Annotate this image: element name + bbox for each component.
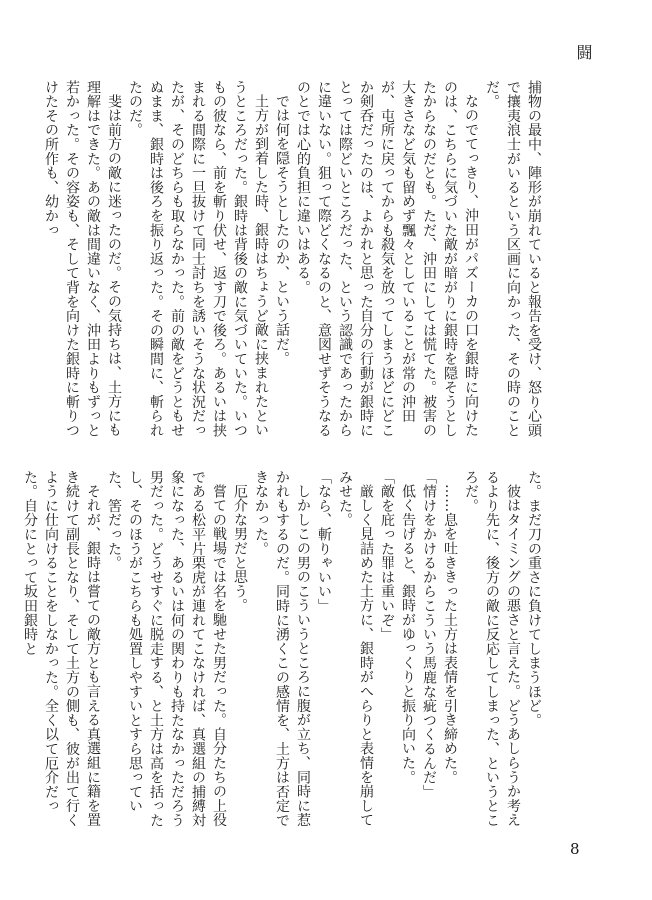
paragraph: 彼はタイミングの悪さと言えた。どうあしらうか考えるより先に、後方の敵に反応してしまった、というところだ。 bbox=[463, 470, 521, 828]
text-block-bottom bbox=[22, 470, 544, 840]
paragraph: なのでてっきり、沖田がパズーカの口を銀時に向けたのは、こちらに気づいた敵が暗がりに銀時を隠そうとしたからなのだとも。ただ、沖田にしては慌てた。被害の大きさなど気も留めず飄々としていることが常の沖田が、屯所に戻ってからも殺気を放ってしまうほどにどこか剣呑だったのは、よかれと思った自分の行動が銀時にとっては際どいところだった、という認識であったからに違いない。狙って際どくなるのと、意図せずそうなるのとでは心的負担に違いはある。 bbox=[295, 80, 479, 438]
paragraph: 捕物の最中、陣形が崩れていると報告を受け、怒り心頭で攘夷浪士がいるという区画に向かった、その時のことだ。 bbox=[484, 80, 542, 438]
paragraph: 土方が到着した時、銀時はちょうど敵に挟まれたというところだった。銀時は背後の敵に気づいていた。いつもの彼なら、前を斬り伏せ、返す刀で後ろ。あるいは挟まれる間際に一旦抜けて同士討ちを誘いそうな状況だったが、そのどちらも取らなかった。前の敵をどうともせぬまま、銀時は後ろを振り返った。その瞬間に、斬られたのだ。 bbox=[127, 80, 269, 438]
dialogue-line: 「敵を庇った罪は重いぞ」 bbox=[379, 470, 395, 642]
paragraph: では何を隠そうとしたのか、という話だ。 bbox=[274, 94, 290, 366]
text-block-top bbox=[43, 80, 544, 450]
paragraph: 低く告げると、銀時がゆっくりと振り向いた。 bbox=[400, 484, 416, 785]
paragraph: 厳しく見詰めた土方に、銀時がへらりと表情を崩してみせた。 bbox=[337, 470, 374, 828]
paragraph: 厄介な男だと思う。 bbox=[232, 484, 248, 613]
paragraph: 斐は前方の敵に迷ったのだ。その気持ちは、土方にも理解はできた。あの敵は間違いなく、沖田よりもずっと若かった。その容姿も、そして背を向けた銀時に斬りつけたその所作も、幼かっ bbox=[43, 80, 122, 438]
paragraph: それが、銀時は嘗ての敵方とも言える真選組に籍を置き続けて副長となり、そして土方の側も、彼が出て行くように仕向けることをしなかった。全く以て厄介だった。自分にとって坂田銀時と bbox=[22, 470, 101, 828]
paragraph: ……息を吐ききった土方は表情を引き締めた。 bbox=[442, 484, 458, 785]
dialogue-line: 「情けをかけるからこういう馬鹿な疵つくるんだ」 bbox=[421, 470, 437, 799]
chapter-title: 闘 bbox=[574, 44, 593, 62]
dialogue-line: 「なら、斬りゃいい」 bbox=[316, 470, 332, 613]
paragraph: 嘗ての戦場では名を馳せた男だった。自分たちの上役である松平片栗虎が連れてこなければ、真選組の捕縛対象になった、あるいは何の関わりも持たなかっただろう男だった。どうせすぐに脱走する、と土方は高を括ったし、そのほうがこちらも処置しやすいとすら思っていた、筈だった。 bbox=[106, 470, 227, 828]
paragraph: しかしこの男のこういうところに腹が立ち、同時に惹かれもするのだ。同時に湧くこの感情を、土方は否定できなかった。 bbox=[253, 470, 311, 828]
page-number: 8 bbox=[570, 840, 580, 858]
paragraph: た。まだ刀の重さに負けてしまうほど。 bbox=[526, 470, 542, 728]
